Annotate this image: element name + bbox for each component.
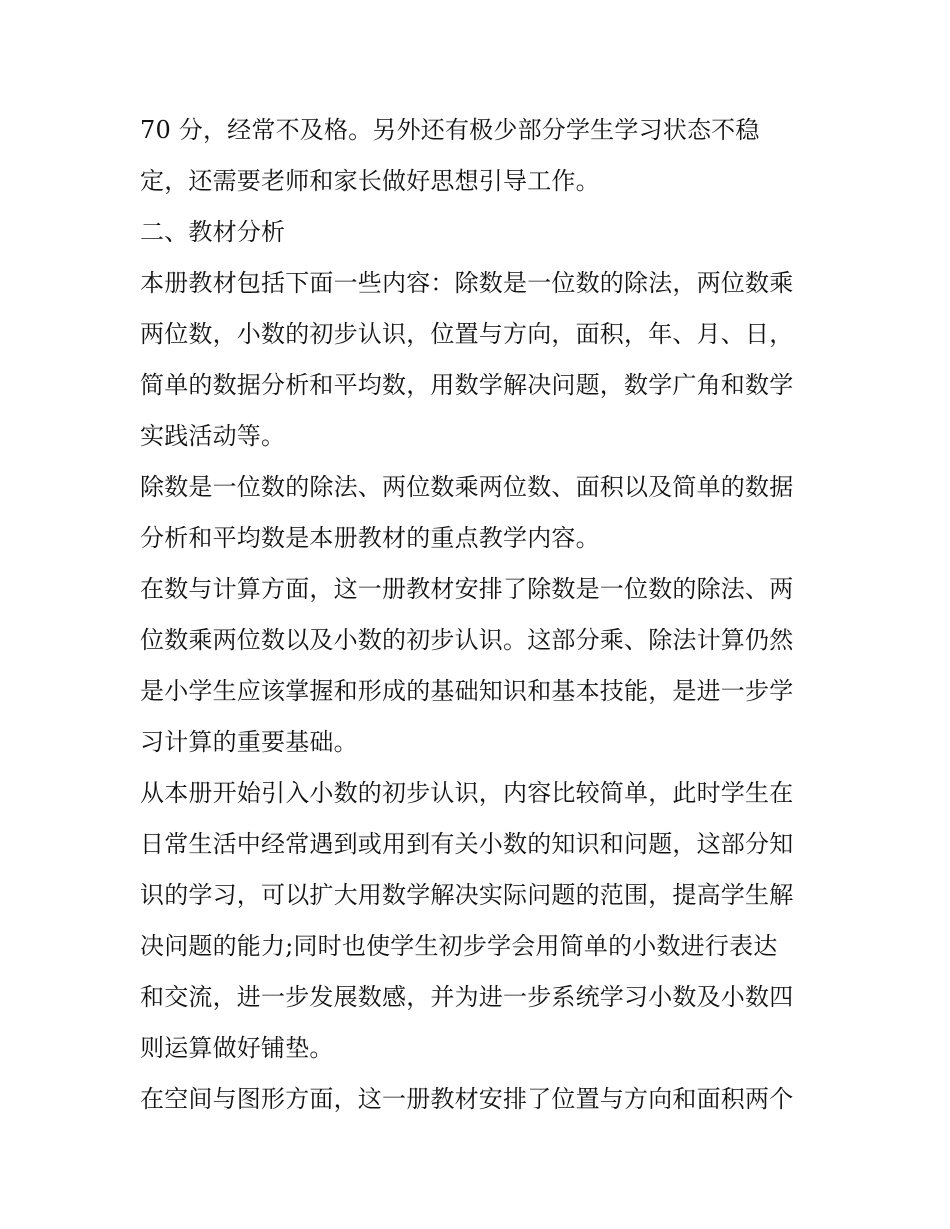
- text-line: 识的学习，可以扩大用数学解决实际问题的范围，提高学生解: [140, 881, 794, 909]
- text-line: 日常生活中经常遇到或用到有关小数的知识和问题，这部分知: [140, 830, 794, 858]
- text-line: 从本册开始引入小数的初步认识，内容比较简单，此时学生在: [140, 779, 794, 807]
- document-body: [140, 105, 820, 1125]
- text-line: 在空间与图形方面，这一册教材安排了位置与方向和面积两个: [140, 1085, 794, 1113]
- text-line: 习计算的重要基础。: [140, 728, 358, 756]
- text-line: 位数乘两位数以及小数的初步认识。这部分乘、除法计算仍然: [140, 626, 794, 654]
- text-line: 则运算做好铺垫。: [140, 1034, 334, 1062]
- text-line: 分析和平均数是本册教材的重点教学内容。: [140, 524, 600, 552]
- text-line: 实践活动等。: [140, 422, 286, 450]
- text-line: 和交流，进一步发展数感，并为进一步系统学习小数及小数四: [140, 983, 794, 1011]
- text-line: 是小学生应该掌握和形成的基础知识和基本技能，是进一步学: [140, 677, 794, 705]
- text-line: 除数是一位数的除法、两位数乘两位数、面积以及简单的数据: [140, 473, 794, 501]
- text-line: 两位数，小数的初步认识，位置与方向，面积，年、月、日，: [140, 320, 794, 348]
- text-line: 70 分，经常不及格。另外还有极少部分学生学习状态不稳: [140, 116, 760, 144]
- text-line: 简单的数据分析和平均数，用数学解决问题，数学广角和数学: [140, 371, 794, 399]
- text-line: 决问题的能力;同时也使学生初步学会用简单的小数进行表达: [140, 932, 778, 960]
- text-line: 本册教材包括下面一些内容：除数是一位数的除法，两位数乘: [140, 269, 794, 297]
- text-line: 在数与计算方面，这一册教材安排了除数是一位数的除法、两: [140, 575, 794, 603]
- text-line: 定，还需要老师和家长做好思想引导工作。: [140, 167, 600, 195]
- section-heading: 二、教材分析: [140, 218, 286, 246]
